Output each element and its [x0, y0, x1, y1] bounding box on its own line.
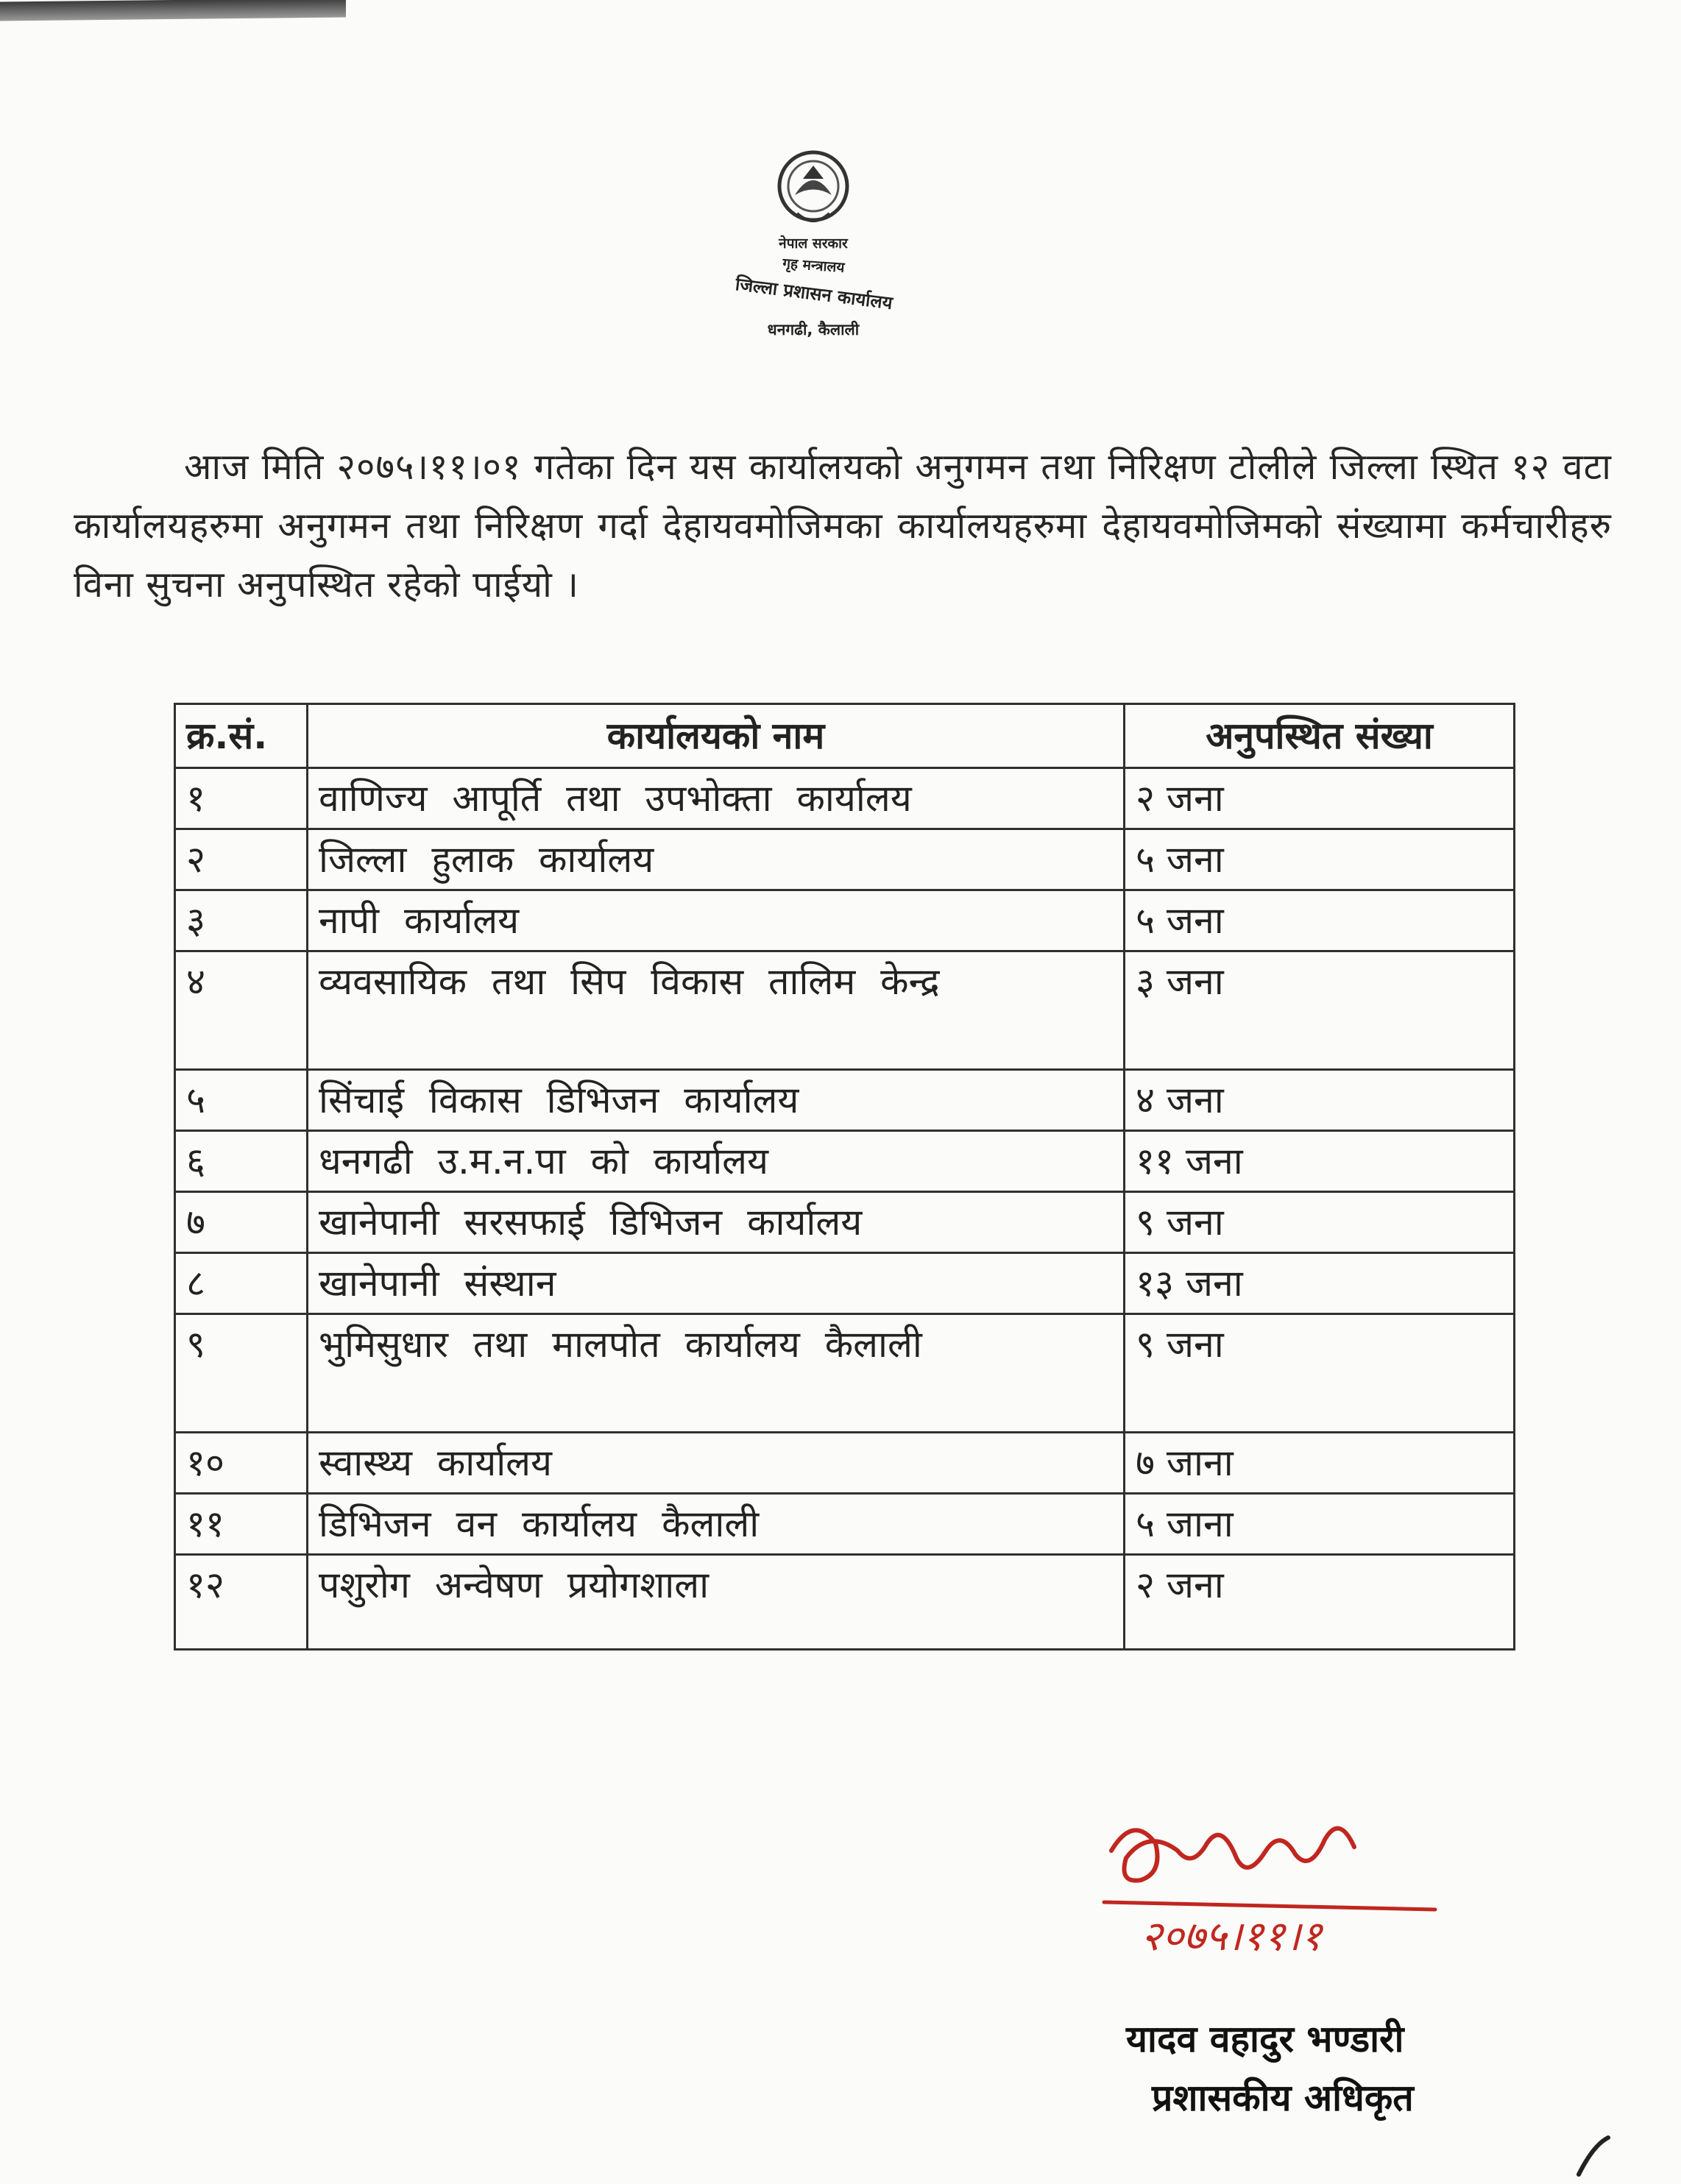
row-office-name: खानेपानी संस्थान [308, 1253, 1125, 1314]
row-absent-count: १३ जना [1125, 1253, 1515, 1314]
row-serial: ४ [175, 951, 308, 1070]
table-row [175, 829, 1515, 890]
row-serial: ९ [175, 1314, 308, 1433]
row-office-name: भुमिसुधार तथा मालपोत कार्यालय कैलाली [308, 1314, 1125, 1433]
header-office-name: कार्यालयको नाम [308, 704, 1125, 768]
row-absent-count: ९ जना [1125, 1314, 1515, 1433]
signer-name: यादव वहादुर भण्डारी [1126, 2018, 1404, 2060]
seal-line-3: जिल्ला प्रशासन कार्यालय [734, 274, 894, 314]
table-row [175, 1253, 1515, 1314]
signature-date: २०७५।११।१ [1141, 1912, 1323, 1960]
row-serial: १२ [175, 1555, 308, 1650]
signer-designation: प्रशासकीय अधिकृत [1152, 2077, 1414, 2119]
row-serial: ६ [175, 1131, 308, 1192]
row-office-name: व्यवसायिक तथा सिप विकास तालिम केन्द्र [308, 951, 1125, 1070]
row-serial: ७ [175, 1192, 308, 1253]
notice-paragraph: आज मिति २०७५।११।०१ गतेका दिन यस कार्यालयको अनुगमन तथा निरिक्षण टोलीले जिल्ला स्थित १२ वटा कार्यालयहरुमा अनुगमन तथा निरिक्षण गर्दा देहायवमोजिमका कार्यालयहरुमा देहायवमोजिमको संख्यामा कर्मचारीहरु विना सुचना अनुपस्थित रहेको पाईयो । [74, 446, 1612, 606]
row-absent-count: ५ जना [1125, 829, 1515, 890]
signature-icon [1089, 1799, 1472, 1990]
seal-line-2: गृह मन्त्रालय [782, 255, 846, 276]
row-office-name: सिंचाई विकास डिभिजन कार्यालय [308, 1070, 1125, 1131]
row-absent-count: ५ जना [1125, 890, 1515, 951]
table-row [175, 1070, 1515, 1131]
table-row [175, 1555, 1515, 1650]
table-row [175, 768, 1515, 829]
row-absent-count: ५ जाना [1125, 1494, 1515, 1555]
row-serial: १ [175, 768, 308, 829]
row-serial: ३ [175, 890, 308, 951]
row-serial: १० [175, 1433, 308, 1494]
row-absent-count: २ जना [1125, 768, 1515, 829]
header-absent-count: अनुपस्थित संख्या [1125, 704, 1515, 768]
table-row [175, 1494, 1515, 1555]
row-absent-count: ७ जाना [1125, 1433, 1515, 1494]
row-office-name: खानेपानी सरसफाई डिभिजन कार्यालय [308, 1192, 1125, 1253]
table-row [175, 890, 1515, 951]
nepal-emblem-icon [673, 143, 953, 364]
row-office-name: वाणिज्य आपूर्ति तथा उपभोक्ता कार्यालय [308, 768, 1125, 829]
table-header-row [175, 704, 1515, 768]
row-office-name: पशुरोग अन्वेषण प्रयोगशाला [308, 1555, 1125, 1650]
row-absent-count: ४ जना [1125, 1070, 1515, 1131]
row-serial: ११ [175, 1494, 308, 1555]
row-office-name: जिल्ला हुलाक कार्यालय [308, 829, 1125, 890]
row-absent-count: ९ जना [1125, 1192, 1515, 1253]
scan-edge-shadow [0, 0, 346, 21]
office-seal-emblem [673, 143, 953, 364]
seal-line-1: नेपाल सरकार [779, 235, 848, 252]
seal-line-4: धनगढी, कैलाली [767, 321, 860, 338]
row-absent-count: ११ जना [1125, 1131, 1515, 1192]
header-serial-number: क्र.सं. [175, 704, 308, 768]
row-office-name: स्वास्थ्य कार्यालय [308, 1433, 1125, 1494]
row-office-name: नापी कार्यालय [308, 890, 1125, 951]
table-row [175, 951, 1515, 1070]
absence-table [174, 703, 1515, 1651]
ink-mark-icon [1571, 2130, 1615, 2182]
row-office-name: धनगढी उ.म.न.पा को कार्यालय [308, 1131, 1125, 1192]
handwritten-signature [1089, 1799, 1472, 1990]
row-office-name: डिभिजन वन कार्यालय कैलाली [308, 1494, 1125, 1555]
row-serial: २ [175, 829, 308, 890]
row-absent-count: २ जना [1125, 1555, 1515, 1650]
table-row [175, 1131, 1515, 1192]
table-row [175, 1433, 1515, 1494]
table-row [175, 1192, 1515, 1253]
row-serial: ८ [175, 1253, 308, 1314]
row-absent-count: ३ जना [1125, 951, 1515, 1070]
table-row [175, 1314, 1515, 1433]
row-serial: ५ [175, 1070, 308, 1131]
